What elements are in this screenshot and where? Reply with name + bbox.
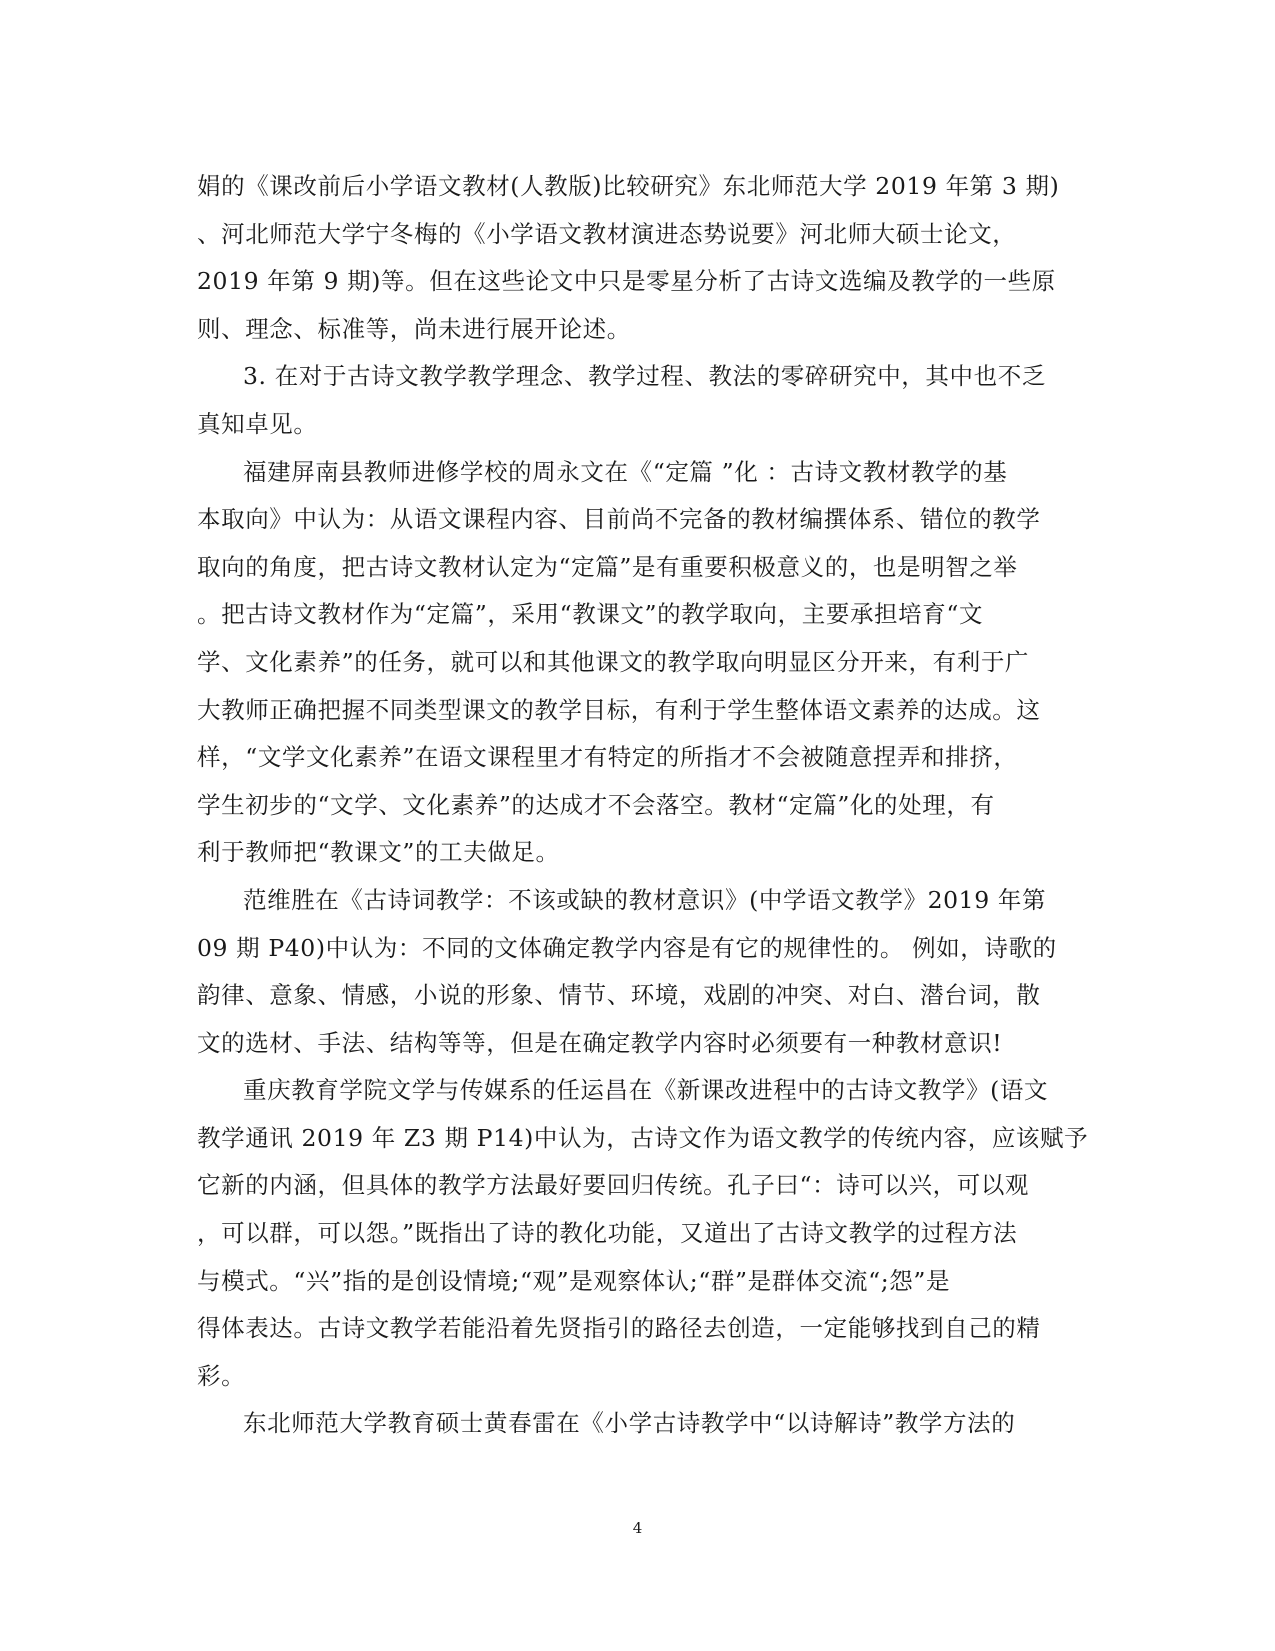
text-line: 。把古诗文教材作为“定篇”，采用“教课文”的教学取向，主要承担培育“文 (197, 600, 984, 629)
text-line: 本取向》中认为：从语文课程内容、目前尚不完备的教材编撰体系、错位的教学 (197, 505, 1041, 534)
paragraph-first-line: 东北师范大学教育硕士黄春雷在《小学古诗教学中“以诗解诗”教学方法的 (243, 1409, 1016, 1438)
text-line: 娟的《课改前后小学语文教材(人教版)比较研究》东北师范大学 2019 年第 3 期) (197, 172, 1060, 200)
text-line: ，可以群，可以怨。”既指出了诗的教化功能，又道出了古诗文教学的过程方法 (197, 1219, 1018, 1248)
text-line: 样，“文学文化素养”在语文课程里才有特定的所指才不会被随意捏弄和排挤， (197, 743, 1018, 772)
text-line: 教学通讯 2019 年 Z3 期 P14)中认为，古诗文作为语文教学的传统内容，应该赋予 (197, 1123, 1089, 1152)
body-text (197, 163, 1089, 1448)
text-line: 与模式。“兴”指的是创设情境;“观”是观察体认;“群”是群体交流“;怨”是 (197, 1266, 951, 1295)
page-number: 4 (632, 1519, 643, 1537)
text-line: 取向的角度，把古诗文教材认定为“定篇”是有重要积极意义的，也是明智之举 (197, 552, 1018, 581)
text-line: 09 期 P40)中认为：不同的文体确定教学内容是有它的规律性的。 例如，诗歌的 (197, 933, 1057, 962)
text-line: 利于教师把“教课文”的工夫做足。 (197, 838, 560, 867)
text-line: 大教师正确把握不同类型课文的教学目标，有利于学生整体语文素养的达成。这 (197, 695, 1041, 724)
paragraph-first-line: 重庆教育学院文学与传媒系的任运昌在《新课改进程中的古诗文教学》(语文 (243, 1076, 1049, 1105)
text-line: 它新的内涵，但具体的教学方法最好要回归传统。孔子曰“：诗可以兴，可以观 (197, 1171, 1030, 1200)
text-line: 、河北师范大学宁冬梅的《小学语文教材演进态势说要》河北师大硕士论文， (197, 219, 1017, 248)
text-line: 则、理念、标准等，尚未进行展开论述。 (197, 314, 631, 343)
paragraph-first-line: 范维胜在《古诗词教学：不该或缺的教材意识》(中学语文教学》2019 年第 (243, 885, 1047, 914)
text-line: 得体表达。古诗文教学若能沿着先贤指引的路径去创造，一定能够找到自己的精 (197, 1314, 1041, 1343)
text-line: 韵律、意象、情感，小说的形象、情节、环境，戏剧的冲突、对白、潜台词，散 (197, 981, 1041, 1010)
paragraph-first-line: 3. 在对于古诗文教学教学理念、教学过程、教法的零碎研究中，其中也不乏 (243, 362, 1046, 391)
text-line: 2019 年第 9 期)等。但在这些论文中只是零星分析了古诗文选编及教学的一些原 (197, 267, 1056, 296)
text-line: 彩。 (197, 1361, 246, 1390)
paragraph-first-line: 福建屏南县教师进修学校的周永文在《“定篇 ”化 ：古诗文教材教学的基 (243, 457, 1008, 486)
text-line: 文的选材、手法、结构等等，但是在确定教学内容时必须要有一种教材意识! (197, 1028, 1003, 1057)
text-line: 学生初步的“文学、文化素养”的达成才不会落空。教材“定篇”化的处理，有 (197, 790, 995, 819)
text-line: 真知卓见。 (197, 409, 318, 438)
text-line: 学、文化素养”的任务，就可以和其他课文的教学取向明显区分开来，有利于广 (197, 647, 1030, 676)
